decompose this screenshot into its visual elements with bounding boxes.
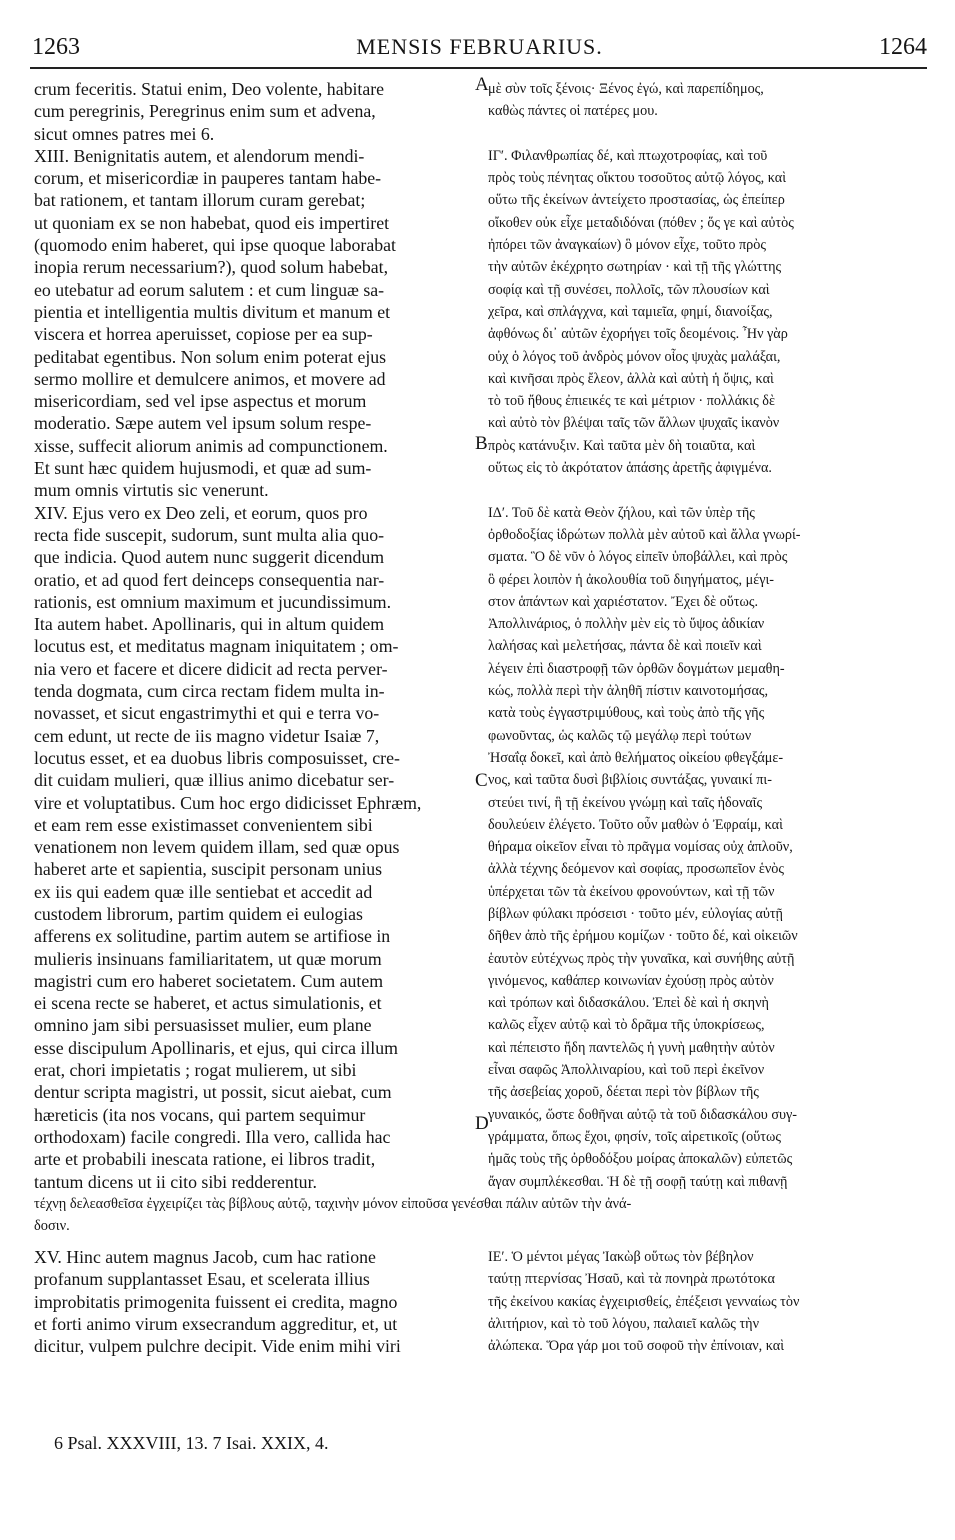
margin-letter-c: C: [475, 770, 488, 791]
text-line: ἀλλὰ τέχνης δεόμενον καὶ σοφίας, προσωπεῖον ἑνὸς: [488, 861, 785, 878]
text-line: haberet arte et sapientia, suscipit personam unius: [34, 859, 383, 880]
text-line: [488, 479, 918, 501]
text-line: καὶ κινῆσαι πρὸς ἔλεον, ἀλλὰ καὶ αὐτὴ ἡ ὄψις, καὶ: [488, 370, 774, 387]
running-title: MENSIS FEBRUARIUS.: [356, 34, 603, 59]
text-line: στεύει τινί, ἣ τῇ ἐκείνου γνώμῃ καὶ ταῖς ἡδοναῖς: [488, 794, 763, 811]
text-line: moderatio. Sæpe autem vel ipsum solum respe-: [34, 413, 372, 434]
text-line: εἶναι σαφῶς Ἀπολλιναρίου, καὶ τοῦ περὶ ἐκεῖνον: [488, 1062, 765, 1079]
greek-column-bottom: [488, 1246, 918, 1357]
text-line: σοφίᾳ καὶ τῇ συνέσει, πολλοῖς, τῶν πλουσίων καὶ: [488, 281, 770, 298]
text-line: que indicia. Quod autem nunc suggerit dicendum: [34, 547, 385, 568]
text-line: cum peregrinis, Peregrinus enim sum et advena,: [34, 101, 376, 122]
text-line: βίβλων φύλακι πρόσεισι · τοῦτο μέν, εὐλογίας αὐτῇ: [488, 905, 783, 922]
text-line: oratio, et ad quod fert deinceps consequentia nar-: [34, 569, 385, 590]
text-line: τέχνῃ δελεασθεῖσα ἐγχειρίζει τὰς βίβλους αὐτῷ, ταχινὴν μόνον εἰποῦσα γενέσθαι πάλιν αὐτῶν τὴν ἀνά-: [34, 1196, 632, 1212]
text-line: pientia et intelligentia multis divitum et manum et: [34, 301, 391, 322]
text-line: δῆθεν ἀπὸ τῆς ἐρήμου κομίζων · τοῦτο δέ, καὶ οἰκειῶν: [488, 928, 798, 945]
text-line: mum omnis virtutis sic venerunt.: [34, 480, 269, 501]
text-line: θήραμα οἰκεῖον εἶναι τὸ πρᾶγμα νομίσας οὐχ ἁπλοῦν,: [488, 839, 793, 856]
text-line: δοσιν.: [34, 1218, 70, 1235]
text-line: τῆς ἐκείνου κακίας ἐγχειρισθείς, ἐπέξεισι γενναίως τὸν: [488, 1293, 800, 1310]
text-line: mulieris insinuans familiaritatem, ut quæ morum: [34, 948, 382, 969]
text-line: νος, καὶ ταῦτα δυσὶ βιβλίοις συντάξας, γυναικί πι-: [488, 772, 772, 789]
text-line: viscera et horrea aperuisset, copiose per ea sup-: [34, 324, 373, 345]
text-line: corum, et misericordiæ in pauperes tantam habe-: [34, 168, 382, 189]
text-line: ἄγαν συμπλέκεσθαι. Ἡ δὲ τῇ σοφῇ ταύτῃ καὶ πιθανῇ: [488, 1173, 788, 1190]
text-line: venationem non levem quidem illam, sed quæ opus: [34, 837, 400, 858]
text-line: locutus est, et meditatus magnam iniquitatem ; om-: [34, 636, 399, 657]
text-line: misericordiam, sed vel ipse aspectus et morum: [34, 391, 367, 412]
text-line: eo utebatur ad eorum salutem : et cum linguæ sa-: [34, 279, 385, 300]
text-line: φωνοῦντας, ὡς καλῶς τῷ μεγάλῳ περὶ τούτων: [488, 727, 752, 744]
text-line: ἑαυτὸν εὐτέχνως πρὸς τὴν γυναῖκα, καὶ συνήθης αὐτῇ: [488, 950, 795, 967]
text-line: omnino jam sibi persuasisset mulier, eum plane: [34, 1015, 372, 1036]
text-line: ei scena recte se haberet, et actus simulationis, et: [34, 993, 382, 1014]
text-line: λέγειν ἐπὶ διαστροφῇ τῶν ὀρθῶν δογμάτων μεμαθη-: [488, 660, 785, 677]
text-line: rationis, est omnium maximum et jucundissimum.: [34, 591, 392, 612]
left-column-number: 1263: [32, 34, 80, 60]
greek-full-width: [34, 1193, 920, 1238]
text-line: καθὼς πάντες οἱ πατέρες μου.: [488, 103, 658, 120]
text-line: arte et probabili inescata ratione, ei libros tradit,: [34, 1149, 376, 1170]
text-line: ὃ φέρει λοιπὸν ἡ ἀκολουθία τοῦ διηγήματος, μέγι-: [488, 571, 775, 588]
text-line: τῆς ἀσεβείας χοροῦ, δέεται περὶ τὸν βίβλων τῆς: [488, 1084, 759, 1101]
text-line: γράμματα, ὅπως ἔχοι, φησίν, τοῖς αἱρετικοῖς (οὕτως: [488, 1128, 781, 1145]
text-line: ΙΓʹ. Φιλανθρωπίας δέ, καὶ πτωχοτροφίας, καὶ τοῦ: [488, 147, 768, 164]
text-line: στον ἁπάντων καὶ χαριέστατον. Ἔχει δὲ οὕτως.: [488, 593, 758, 610]
text-line: γινόμενος, καθάπερ κοινωνίαν ἐχούσῃ πρὸς αὐτὸν: [488, 972, 774, 989]
text-line: sermo mollire et demulcere animos, et movere ad: [34, 368, 386, 389]
text-line: ἀφθόνως δι᾽ αὐτῶν ἐχορήγει τοῖς δεομένοις. Ἦν γὰρ: [488, 326, 788, 343]
text-line: inopia rerum necessarium?), quod solum habebat,: [34, 257, 389, 278]
text-line: καὶ πέπειστο ἤδη παντελῶς ἡ γυνὴ μαθητὴν αὐτὸν: [488, 1039, 775, 1056]
text-line: xisse, suffecit aliorum animis ad compunctionem.: [34, 435, 388, 456]
text-line: hæreticis (ita nos vocans, qui partem sequimur: [34, 1104, 366, 1125]
text-line: (quomodo enim haberet, qui ipse quoque laborabat: [34, 235, 396, 256]
text-line: οὐχ ὁ λόγος τοῦ ἀνδρὸς μόνον οἷος ψυχὰς μαλάξαι,: [488, 348, 781, 365]
text-line: σματα. Ὃ δὲ νῦν ὁ λόγος εἰπεῖν ὑποβάλλει, καὶ πρὸς: [488, 549, 788, 566]
latin-column-top: [34, 78, 470, 1193]
text-line: et eam rem esse existimasset convenientem sibi: [34, 814, 373, 835]
text-line: τὸ τοῦ ἤθους ἐπιεικές τε καὶ μέτριον · πολλάκις δὲ: [488, 393, 775, 410]
text-line: πρὸς τοὺς πένητας οἴκτου τοσοῦτος αὐτῷ λόγος, καὶ: [488, 170, 787, 187]
text-line: λαλήσας καὶ μελετήσας, πάντα δὲ καὶ ποιεῖν καὶ: [488, 638, 762, 655]
text-line: crum feceritis. Statui enim, Deo volente, habitare: [34, 79, 385, 99]
text-line: dentur scripta magistri, ut possit, sicut aiebat, cum: [34, 1082, 392, 1103]
text-line: XV. Hinc autem magnus Jacob, cum hac ratione: [34, 1247, 376, 1267]
text-line: καὶ τρόπων καὶ διδασκάλου. Ἐπεὶ δὲ καὶ ἡ σκηνὴ: [488, 995, 769, 1012]
text-line: ταύτῃ πτερνίσας Ἠσαῦ, καὶ τὰ πονηρὰ πρωτότοκα: [488, 1271, 775, 1288]
text-line: κατὰ τοὺς ἐγγαστριμύθους, καὶ τοὺς ἀπὸ τῆς γῆς: [488, 705, 765, 722]
text-line: μὲ σὺν τοῖς ξένοις· Ξένος ἐγώ, καὶ παρεπίδημος,: [488, 81, 764, 97]
text-line: nia vero et facere et dicere didicit ad recta perver-: [34, 658, 388, 679]
text-line: δουλεύειν ἐλέγετο. Τοῦτο οὖν μαθὼν ὁ Ἐφραίμ, καὶ: [488, 816, 783, 833]
text-line: ἠπόρει τῶν ἀναγκαίων) ὃ μόνον εἶχε, τοῦτο πρὸς: [488, 237, 766, 254]
text-line: cem edunt, ut recte de iis magno videtur Isaiæ 7,: [34, 725, 380, 746]
text-line: Ἀπολλινάριος, ὁ πολλὴν μὲν εἰς τὸ ὕψος ἀδικίαν: [488, 616, 765, 633]
text-line: γυναικός, ὥστε δοθῆναι αὐτῷ τὰ τοῦ διδασκάλου συγ-: [488, 1106, 798, 1123]
text-line: ἀλώπεκα. Ὅρα γάρ μοι τοῦ σοφοῦ τὴν ἐπίνοιαν, καὶ: [488, 1338, 785, 1355]
text-line: dit cuidam mulieri, quæ illius animo dicebatur ser-: [34, 770, 395, 791]
text-line: vire et voluptatibus. Cum hoc ergo didicisset Ephræm,: [34, 792, 422, 813]
text-line: ΙΕʹ. Ὁ μέντοι μέγας Ἰακὼβ οὕτως τὸν βέβηλον: [488, 1249, 754, 1265]
text-line: ἡμᾶς τοὺς τῆς ὀρθοδόξου μοίρας ἀποκαλῶν) εὐπετῶς: [488, 1151, 793, 1168]
text-line: magistri cum ero haberet societatem. Cum autem: [34, 970, 384, 991]
margin-letter-b: B: [475, 433, 488, 454]
text-line: custodem librorum, partim quidem ei eulogias: [34, 903, 363, 924]
text-line: recta fide suscepit, sudorum, sunt multa alia quo-: [34, 524, 385, 545]
text-line: locutus esset, et ea duobus libris composuisset, cre-: [34, 747, 400, 768]
text-line: dicitur, vulpem pulchre decipit. Vide enim mihi viri: [34, 1336, 401, 1357]
text-line: bat rationem, et tantam illorum curam gerebat;: [34, 190, 366, 211]
text-line: τὴν αὐτῶν ἐκέχρητο σωτηρίαν · καὶ τῇ τῆς γλώττης: [488, 259, 782, 276]
text-line: sicut omnes patres mei 6.: [34, 123, 215, 144]
text-line: Ita autem habet. Apollinaris, qui in altum quidem: [34, 614, 385, 635]
text-line: profanum supplantasset Esau, et scelerata illius: [34, 1269, 370, 1290]
text-line: erat, chori impietatis ; rogat mulierem, ut sibi: [34, 1060, 357, 1081]
greek-column-top: [488, 78, 918, 1193]
footnotes: 6 Psal. XXXVIII, 13. 7 Isai. XXIX, 4.: [54, 1433, 329, 1453]
margin-letter-a: A: [475, 74, 489, 95]
page-header: [32, 34, 927, 64]
margin-letter-d: D: [475, 1113, 489, 1134]
latin-column-bottom: [34, 1246, 470, 1357]
text-line: tantum dicens ut ii cito sibi redderentur.: [34, 1171, 317, 1192]
text-line: ex iis qui eadem quæ ille sentiebat et accedit ad: [34, 881, 373, 902]
text-line: οὕτω τῆς ἐκείνων ἀντείχετο προστασίας, ὡς ἐπείπερ: [488, 192, 785, 209]
text-line: novasset, et sicut engastrimythi et qui e terra vo-: [34, 703, 380, 724]
text-line: esse discipulum Apollinaris, et ejus, qui circa illum: [34, 1037, 398, 1058]
text-line: κώς, πολλὰ περὶ τὴν ἀληθῆ πίστιν καινοτομήσας,: [488, 683, 769, 700]
text-line: peditabat egentibus. Non solum enim poterat ejus: [34, 346, 387, 367]
text-line: οὕτως εἰς τὸ ἀκρότατον ἁπάσης ἀρετῆς ἀφιγμένα.: [488, 460, 772, 477]
text-line: ὑπέρχεται τῶν τὰ ἐκείνου φρονούντων, καὶ τῇ τῶν: [488, 883, 775, 900]
text-line: ΙΔʹ. Τοῦ δὲ κατὰ Θεὸν ζήλου, καὶ τῶν ὑπὲρ τῆς: [488, 504, 755, 521]
header-rule: [30, 67, 927, 69]
text-line: [488, 123, 918, 145]
text-line: afferens ex solitudine, partim autem se artifiose in: [34, 926, 391, 947]
text-line: ὀρθοδοξίας ἱδρώτων πολλὰ μὲν αὐτοῦ καὶ ἄλλα γνωρί-: [488, 526, 801, 543]
text-line: ut quoniam ex se non habebat, quod eis impertiret: [34, 212, 390, 233]
text-line: Ἠσαΐᾳ δοκεῖ, καὶ ἀπὸ θελήματος οἰκείου φθεγξάμε-: [488, 749, 784, 766]
text-line: ἀλιτήριον, καὶ τὸ τοῦ λόγου, παλαιεῖ καλῶς τὴν: [488, 1315, 759, 1332]
text-line: καὶ αὐτὸ τὸν βλέψαι ταῖς τῶν ἄλλων ψυχαῖς ἱκανὸν: [488, 415, 780, 432]
text-line: XIII. Benignitatis autem, et alendorum mendi-: [34, 145, 365, 166]
text-line: orthodoxam) facile congredi. Illa vero, callida hac: [34, 1126, 391, 1147]
text-line: tenda dogmata, cum circa rectam fidem multa in-: [34, 681, 385, 702]
right-column-number: 1264: [879, 34, 927, 60]
text-line: Et sunt hæc quidem hujusmodi, et quæ ad sum-: [34, 458, 372, 479]
text-line: καλῶς εἶχεν αὐτῷ καὶ τὸ δρᾶμα τῆς ὑποκρίσεως,: [488, 1017, 765, 1034]
text-line: XIV. Ejus vero ex Deo zeli, et eorum, quos pro: [34, 502, 368, 523]
text-line: et forti animo virum exsecrandum aggreditur, et, ut: [34, 1313, 398, 1334]
text-line: improbitatis primogenita fuissent ei credita, magno: [34, 1291, 398, 1312]
text-line: πρὸς κατάνυξιν. Καὶ ταῦτα μὲν δὴ τοιαῦτα, καὶ: [488, 437, 756, 454]
text-line: χεῖρα, καὶ σπλάγχνα, καὶ ταμιεῖα, φημί, διανοίξας,: [488, 303, 773, 320]
text-line: οἴκοθεν οὐκ εἶχε μεταδιδόναι (πόθεν ; ὅς γε καὶ αὐτὸς: [488, 214, 794, 231]
